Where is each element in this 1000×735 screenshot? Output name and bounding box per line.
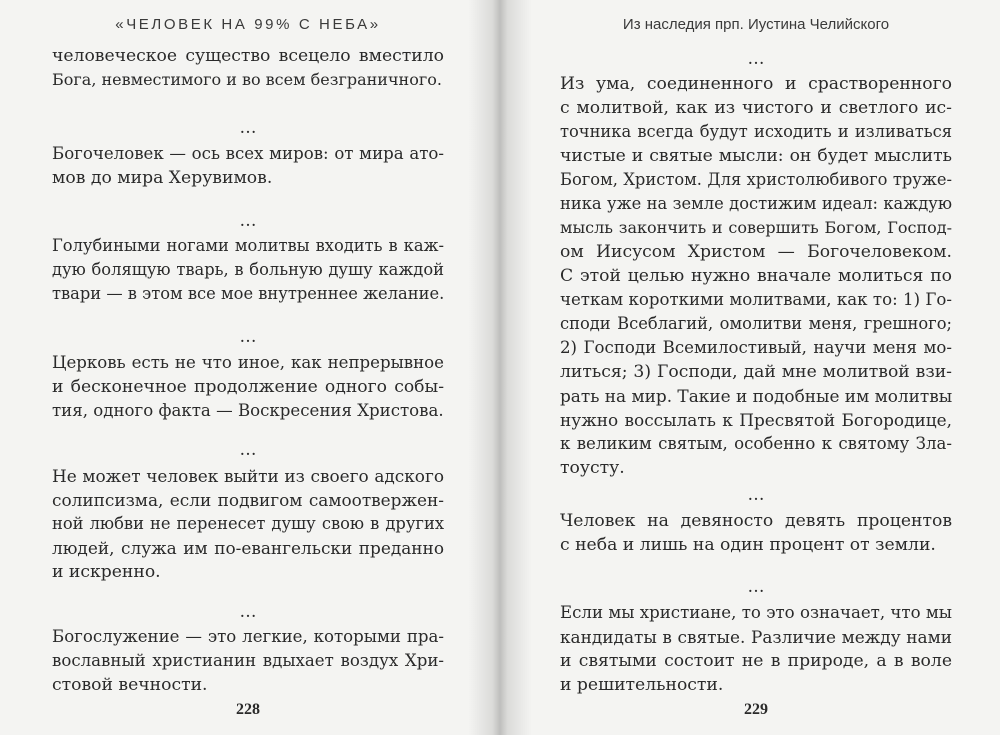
right-paragraph-1 xyxy=(560,72,952,480)
section-separator: … xyxy=(239,118,257,138)
text-line: споди Всеблагий, омолитви меня, грешного; xyxy=(560,314,952,333)
text-line: и бесконечное продолжение одного собы- xyxy=(52,377,444,397)
text-line: тия, одного факта — Воскресения Христова. xyxy=(52,401,444,420)
text-line: Голубиными ногами молитвы входить в каж- xyxy=(52,236,444,255)
text-line: Если мы христиане, то это означает, что мы xyxy=(560,603,952,622)
text-line: с неба и лишь на один процент от земли. xyxy=(560,535,936,555)
left-paragraph-6 xyxy=(52,625,444,697)
left-paragraph-2 xyxy=(52,142,444,190)
text-line: рать на мир. Такие и подобные им молитвы xyxy=(560,386,953,406)
text-line: Богом, Христом. Для христолюбивого труже- xyxy=(560,170,952,189)
right-page xyxy=(560,0,952,735)
text-line: твари — в этом все мое внутреннее желание. xyxy=(52,284,445,303)
section-separator: … xyxy=(747,49,765,69)
text-line: вославный христианин вдыхает воздух Хри- xyxy=(52,651,444,670)
text-line: с молитвой, как из чистого и светлого ис- xyxy=(560,98,952,118)
left-paragraph-1 xyxy=(52,44,444,92)
text-line: Богочеловек — ось всех миров: от мира ато- xyxy=(52,144,444,163)
text-line: Богослужение — это легкие, которыми пра- xyxy=(52,627,444,646)
text-line: человеческое существо всецело вместило xyxy=(52,46,444,66)
text-line: дую болящую тварь, в больную душу каждой xyxy=(52,260,444,279)
text-line: Церковь есть не что иное, как непрерывное xyxy=(52,353,444,372)
left-running-head: «ЧЕЛОВЕК НА 99% С НЕБА» xyxy=(115,16,381,33)
text-line: стовой вечности. xyxy=(52,675,208,695)
text-line: тоусту. xyxy=(560,458,625,478)
page-number-right: 229 xyxy=(744,701,768,718)
text-line: четкам короткими молитвами, как то: 1) Го- xyxy=(560,290,952,309)
text-line: ника уже на земле достижим идеал: каждую xyxy=(560,194,952,213)
text-line: нужно воссылать к Пресвятой Богородице, xyxy=(560,410,952,430)
text-line: Из ума, соединенного и срастворенного xyxy=(560,74,952,94)
text-line: к великим святым, особенно к святому Зла- xyxy=(560,434,952,453)
right-paragraph-2 xyxy=(560,509,952,557)
section-separator: … xyxy=(747,577,765,597)
text-line: Человек на девяносто девять процентов xyxy=(560,511,952,531)
text-line: и святыми состоит не в природе, а в воле xyxy=(560,651,952,671)
section-separator: … xyxy=(239,602,257,622)
text-line: литься; 3) Господи, дай мне молитвой взи- xyxy=(560,362,952,382)
text-line: Бога, невместимого и во всем безграничного. xyxy=(52,70,442,89)
text-line: и искренно. xyxy=(52,562,161,582)
section-separator: … xyxy=(747,485,765,505)
text-line: ной любви не перенесет душу свою в других xyxy=(52,514,444,533)
text-line: мов до мира Херувимов. xyxy=(52,168,273,188)
book-gutter-shadow xyxy=(468,0,532,735)
left-paragraph-5 xyxy=(52,464,444,584)
text-line: чистые и святые мысли: он будет мыслить xyxy=(560,146,952,166)
text-line: точника всегда будут исходить и изливаться xyxy=(560,122,952,141)
right-running-head: Из наследия прп. Иустина Челийского xyxy=(622,16,890,33)
section-separator: … xyxy=(239,440,257,460)
page-number-left: 228 xyxy=(236,701,260,718)
section-separator: … xyxy=(239,211,257,231)
text-line: людей, служа им по-евангельски преданно xyxy=(52,538,444,558)
left-paragraph-4 xyxy=(52,351,444,423)
right-paragraph-3 xyxy=(560,601,952,697)
left-page xyxy=(52,0,444,735)
text-line: Не может человек выйти из своего адского xyxy=(52,466,444,486)
text-line: С этой целью нужно вначале молиться по xyxy=(560,266,952,286)
text-line: мысль закончить и совершить Богом, Господ- xyxy=(560,218,952,237)
text-line: солипсизма, если подвигом самоотвержен- xyxy=(52,490,444,510)
text-line: кандидаты в святые. Различие между нами xyxy=(560,627,952,647)
section-separator: … xyxy=(239,327,257,347)
text-line: 2) Господи Всемилостивый, научи меня мо- xyxy=(560,338,952,357)
text-line: и решительности. xyxy=(560,675,724,695)
text-line: ом Иисусом Христом — Богочеловеком. xyxy=(560,242,952,262)
left-paragraph-3 xyxy=(52,234,444,306)
